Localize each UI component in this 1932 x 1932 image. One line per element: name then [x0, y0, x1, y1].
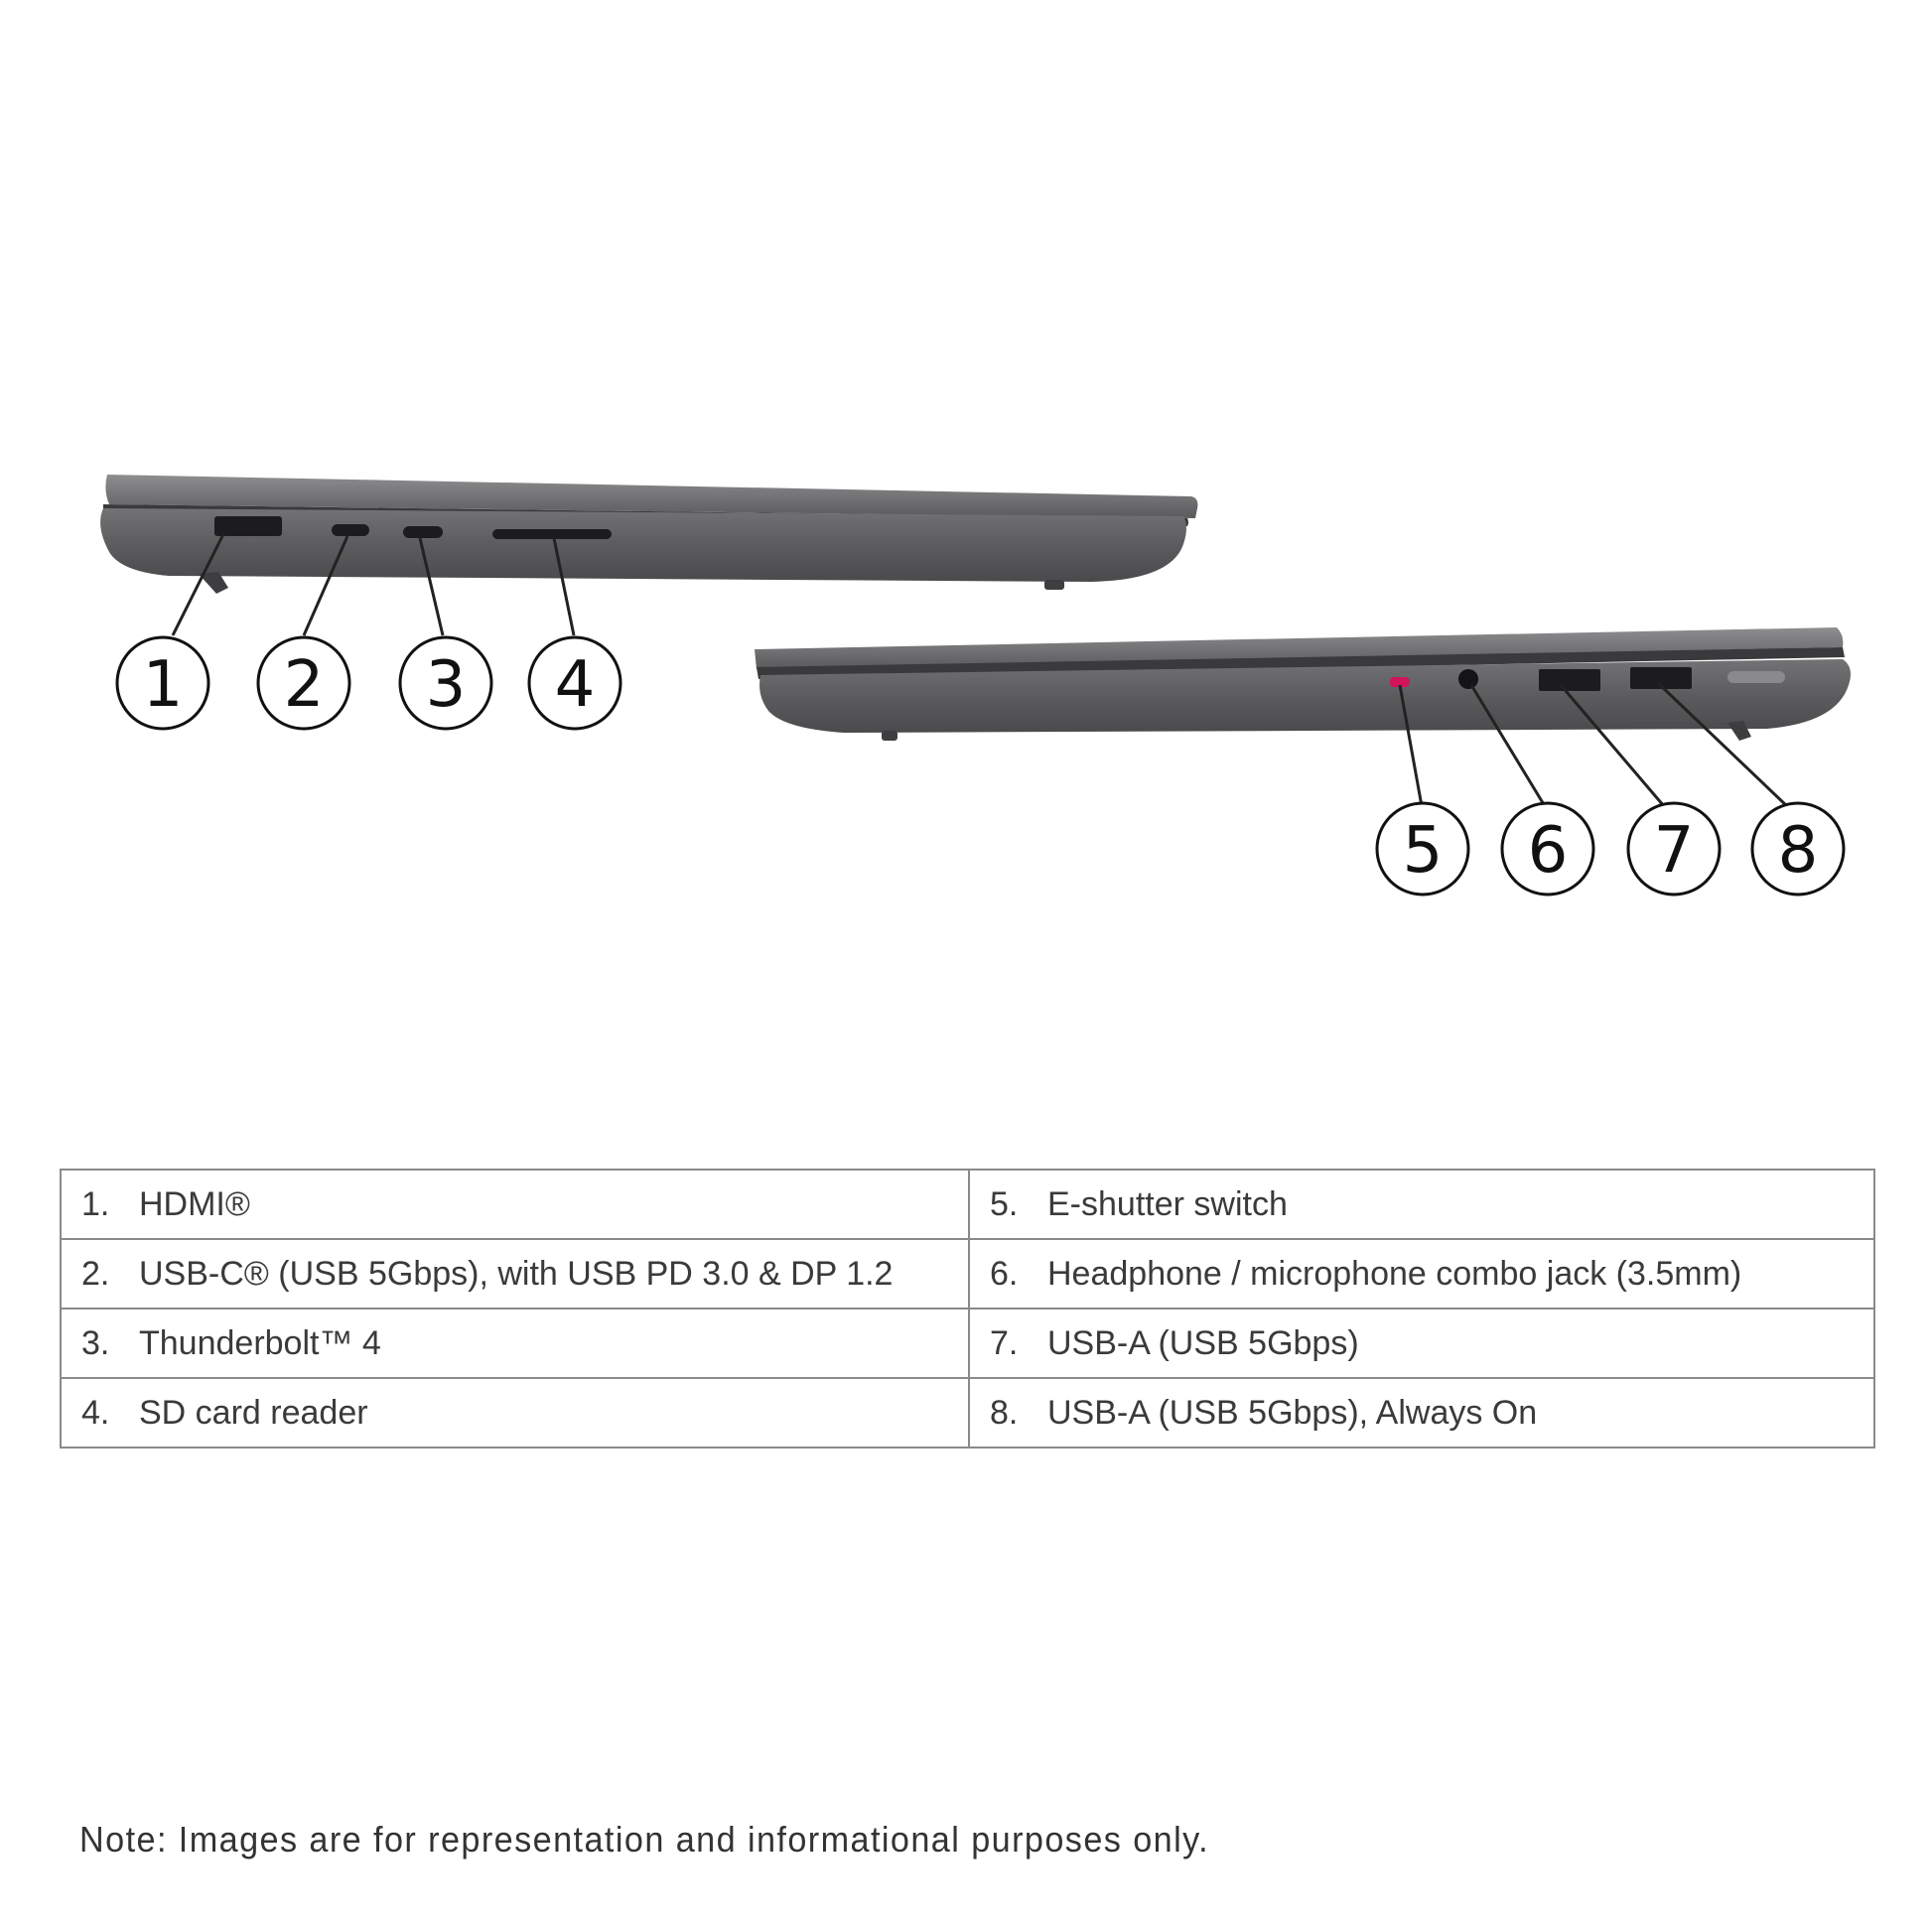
table-cell	[61, 1170, 969, 1239]
item-number: 2.	[81, 1254, 110, 1293]
item-label: SD card reader	[139, 1393, 368, 1432]
item-label: USB-A (USB 5Gbps), Always On	[1047, 1393, 1538, 1432]
table-cell	[61, 1309, 969, 1378]
item-label: Headphone / microphone combo jack (3.5mm)	[1047, 1254, 1742, 1293]
callout-number: 6	[1527, 814, 1569, 888]
thunderbolt-port	[403, 526, 443, 538]
callout-number: 1	[142, 648, 184, 722]
audio-jack	[1458, 669, 1478, 689]
item-number: 8.	[990, 1393, 1019, 1432]
laptop-left-side	[100, 475, 1197, 594]
table-cell	[969, 1170, 1874, 1239]
table-row	[61, 1239, 1874, 1309]
table-cell	[61, 1239, 969, 1309]
item-label: USB-A (USB 5Gbps)	[1047, 1323, 1359, 1362]
table-row	[61, 1170, 1874, 1239]
callout-number: 7	[1653, 814, 1695, 888]
sd-card-slot	[492, 529, 612, 539]
item-number: 3.	[81, 1323, 110, 1362]
laptop-right-side	[755, 627, 1851, 741]
table-cell	[61, 1378, 969, 1448]
ports-table	[60, 1169, 1875, 1449]
item-number: 1.	[81, 1184, 110, 1223]
item-number: 4.	[81, 1393, 110, 1432]
item-number: 5.	[990, 1184, 1019, 1223]
callout-number: 2	[283, 648, 325, 722]
table-cell	[969, 1309, 1874, 1378]
table-cell	[969, 1239, 1874, 1309]
item-label: USB-C® (USB 5Gbps), with USB PD 3.0 & DP 1.2	[139, 1254, 894, 1293]
hdmi-port	[214, 516, 282, 536]
table-cell	[969, 1378, 1874, 1448]
item-label: Thunderbolt™ 4	[139, 1323, 381, 1362]
item-number: 6.	[990, 1254, 1019, 1293]
item-number: 7.	[990, 1323, 1019, 1362]
callout-number: 5	[1402, 814, 1444, 888]
power-button	[1727, 671, 1785, 683]
table-row	[61, 1309, 1874, 1378]
callout-number: 8	[1777, 814, 1819, 888]
disclaimer-note: Note: Images are for representation and informational purposes only.	[79, 1819, 1210, 1860]
table-row	[61, 1378, 1874, 1448]
usb-c-port	[332, 524, 369, 536]
callout-number: 3	[425, 648, 467, 722]
item-label: E-shutter switch	[1047, 1184, 1288, 1223]
usb-a-port-1	[1539, 669, 1600, 691]
callout-number: 4	[554, 648, 596, 722]
item-label: HDMI®	[139, 1184, 250, 1223]
